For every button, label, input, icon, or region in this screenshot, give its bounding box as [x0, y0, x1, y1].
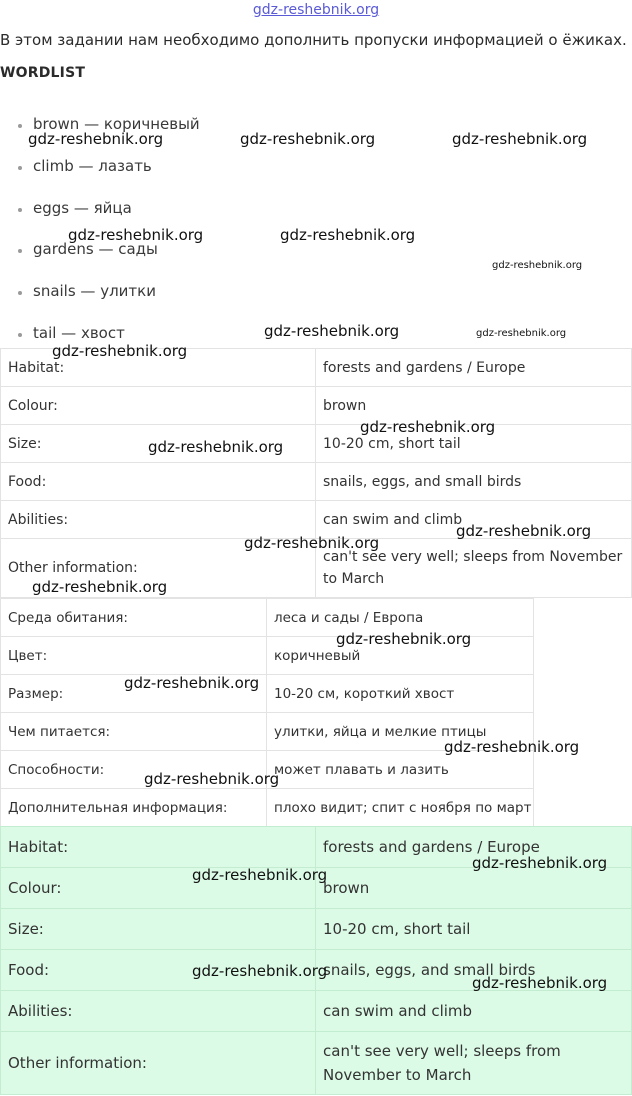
row-label: Среда обитания:	[1, 599, 267, 637]
site-link[interactable]: gdz-reshebnik.org	[252, 2, 380, 18]
row-value: snails, eggs, and small birds	[316, 463, 632, 501]
watermark: gdz-reshebnik.org	[472, 974, 608, 992]
row-label: Размер:	[1, 675, 267, 713]
row-label: Colour:	[1, 387, 316, 425]
watermark: gdz-reshebnik.org	[28, 130, 164, 148]
info-table-ru	[0, 598, 534, 827]
watermark: gdz-reshebnik.org	[124, 674, 260, 692]
table-row	[1, 789, 534, 827]
row-value: brown	[316, 387, 632, 425]
row-label: Food:	[1, 463, 316, 501]
row-value: 10-20 cm, short tail	[316, 909, 632, 950]
row-label: Цвет:	[1, 637, 267, 675]
row-label: Habitat:	[1, 827, 316, 868]
row-value: улитки, яйца и мелкие птицы	[267, 713, 534, 751]
watermark: gdz-reshebnik.org	[452, 130, 588, 148]
table-row	[1, 713, 534, 751]
row-value: 10-20 cm, short tail	[316, 425, 632, 463]
watermark: gdz-reshebnik.org	[68, 226, 204, 244]
watermark: gdz-reshebnik.org	[144, 770, 280, 788]
table-row	[1, 909, 632, 950]
table-row	[1, 387, 632, 425]
row-value: леса и сады / Европа	[267, 599, 534, 637]
row-label: Food:	[1, 950, 316, 991]
bullet-icon	[18, 333, 22, 337]
watermark: gdz-reshebnik.org	[264, 322, 400, 340]
watermark: gdz-reshebnik.org	[280, 226, 416, 244]
row-value: can swim and climb	[316, 991, 632, 1032]
task-intro: В этом задании нам необходимо дополнить пропуски информацией о ёжиках.	[0, 31, 627, 49]
table-row	[1, 751, 534, 789]
watermark: gdz-reshebnik.org	[336, 630, 472, 648]
bullet-icon	[18, 291, 22, 295]
row-label: Чем питается:	[1, 713, 267, 751]
bullet-icon	[18, 249, 22, 253]
row-label: Other information:	[1, 1032, 316, 1095]
row-value: can swim and climb	[316, 501, 632, 539]
row-value: snails, eggs, and small birds	[316, 950, 632, 991]
table-row	[1, 599, 534, 637]
row-value: can't see very well; sleeps from November to March	[316, 1032, 632, 1095]
table-row	[1, 637, 534, 675]
table-row	[1, 501, 632, 539]
row-value: brown	[316, 868, 632, 909]
row-label: Способности:	[1, 751, 267, 789]
table-row	[1, 425, 632, 463]
watermark: gdz-reshebnik.org	[240, 130, 376, 148]
row-label: Abilities:	[1, 501, 316, 539]
watermark: gdz-reshebnik.org	[492, 260, 583, 271]
row-value: can't see very well; sleeps from November to March	[316, 539, 632, 598]
wordlist-title: WORDLIST	[0, 65, 86, 81]
row-value: коричневый	[267, 637, 534, 675]
row-value: плохо видит; спит с ноября по март	[267, 789, 534, 827]
watermark: gdz-reshebnik.org	[148, 438, 284, 456]
watermark: gdz-reshebnik.org	[192, 962, 328, 980]
watermark: gdz-reshebnik.org	[192, 866, 328, 884]
row-label: Дополнительная информация:	[1, 789, 267, 827]
table-row	[1, 991, 632, 1032]
row-label: Other information:	[1, 539, 316, 598]
row-value: forests and gardens / Europe	[316, 349, 632, 387]
watermark: gdz-reshebnik.org	[360, 418, 496, 436]
table-row	[1, 950, 632, 991]
row-value: forests and gardens / Europe	[316, 827, 632, 868]
row-label: Colour:	[1, 868, 316, 909]
bullet-icon	[18, 166, 22, 170]
watermark: gdz-reshebnik.org	[472, 854, 608, 872]
watermark: gdz-reshebnik.org	[52, 342, 188, 360]
row-value: может плавать и лазить	[267, 751, 534, 789]
answer-table	[0, 826, 632, 1095]
table-row	[1, 827, 632, 868]
watermark: gdz-reshebnik.org	[244, 534, 380, 552]
bullet-icon	[18, 124, 22, 128]
watermark: gdz-reshebnik.org	[476, 328, 567, 339]
row-value: 10-20 см, короткий хвост	[267, 675, 534, 713]
bullet-icon	[18, 208, 22, 212]
info-table-en	[0, 348, 632, 598]
row-label: Abilities:	[1, 991, 316, 1032]
watermark: gdz-reshebnik.org	[444, 738, 580, 756]
row-label: Habitat:	[1, 349, 316, 387]
table-row	[1, 463, 632, 501]
table-row	[1, 349, 632, 387]
table-row	[1, 868, 632, 909]
table-row	[1, 675, 534, 713]
table-row	[1, 539, 632, 598]
row-label: Size:	[1, 425, 316, 463]
watermark: gdz-reshebnik.org	[456, 522, 592, 540]
table-row	[1, 1032, 632, 1095]
watermark: gdz-reshebnik.org	[32, 578, 168, 596]
row-label: Size:	[1, 909, 316, 950]
